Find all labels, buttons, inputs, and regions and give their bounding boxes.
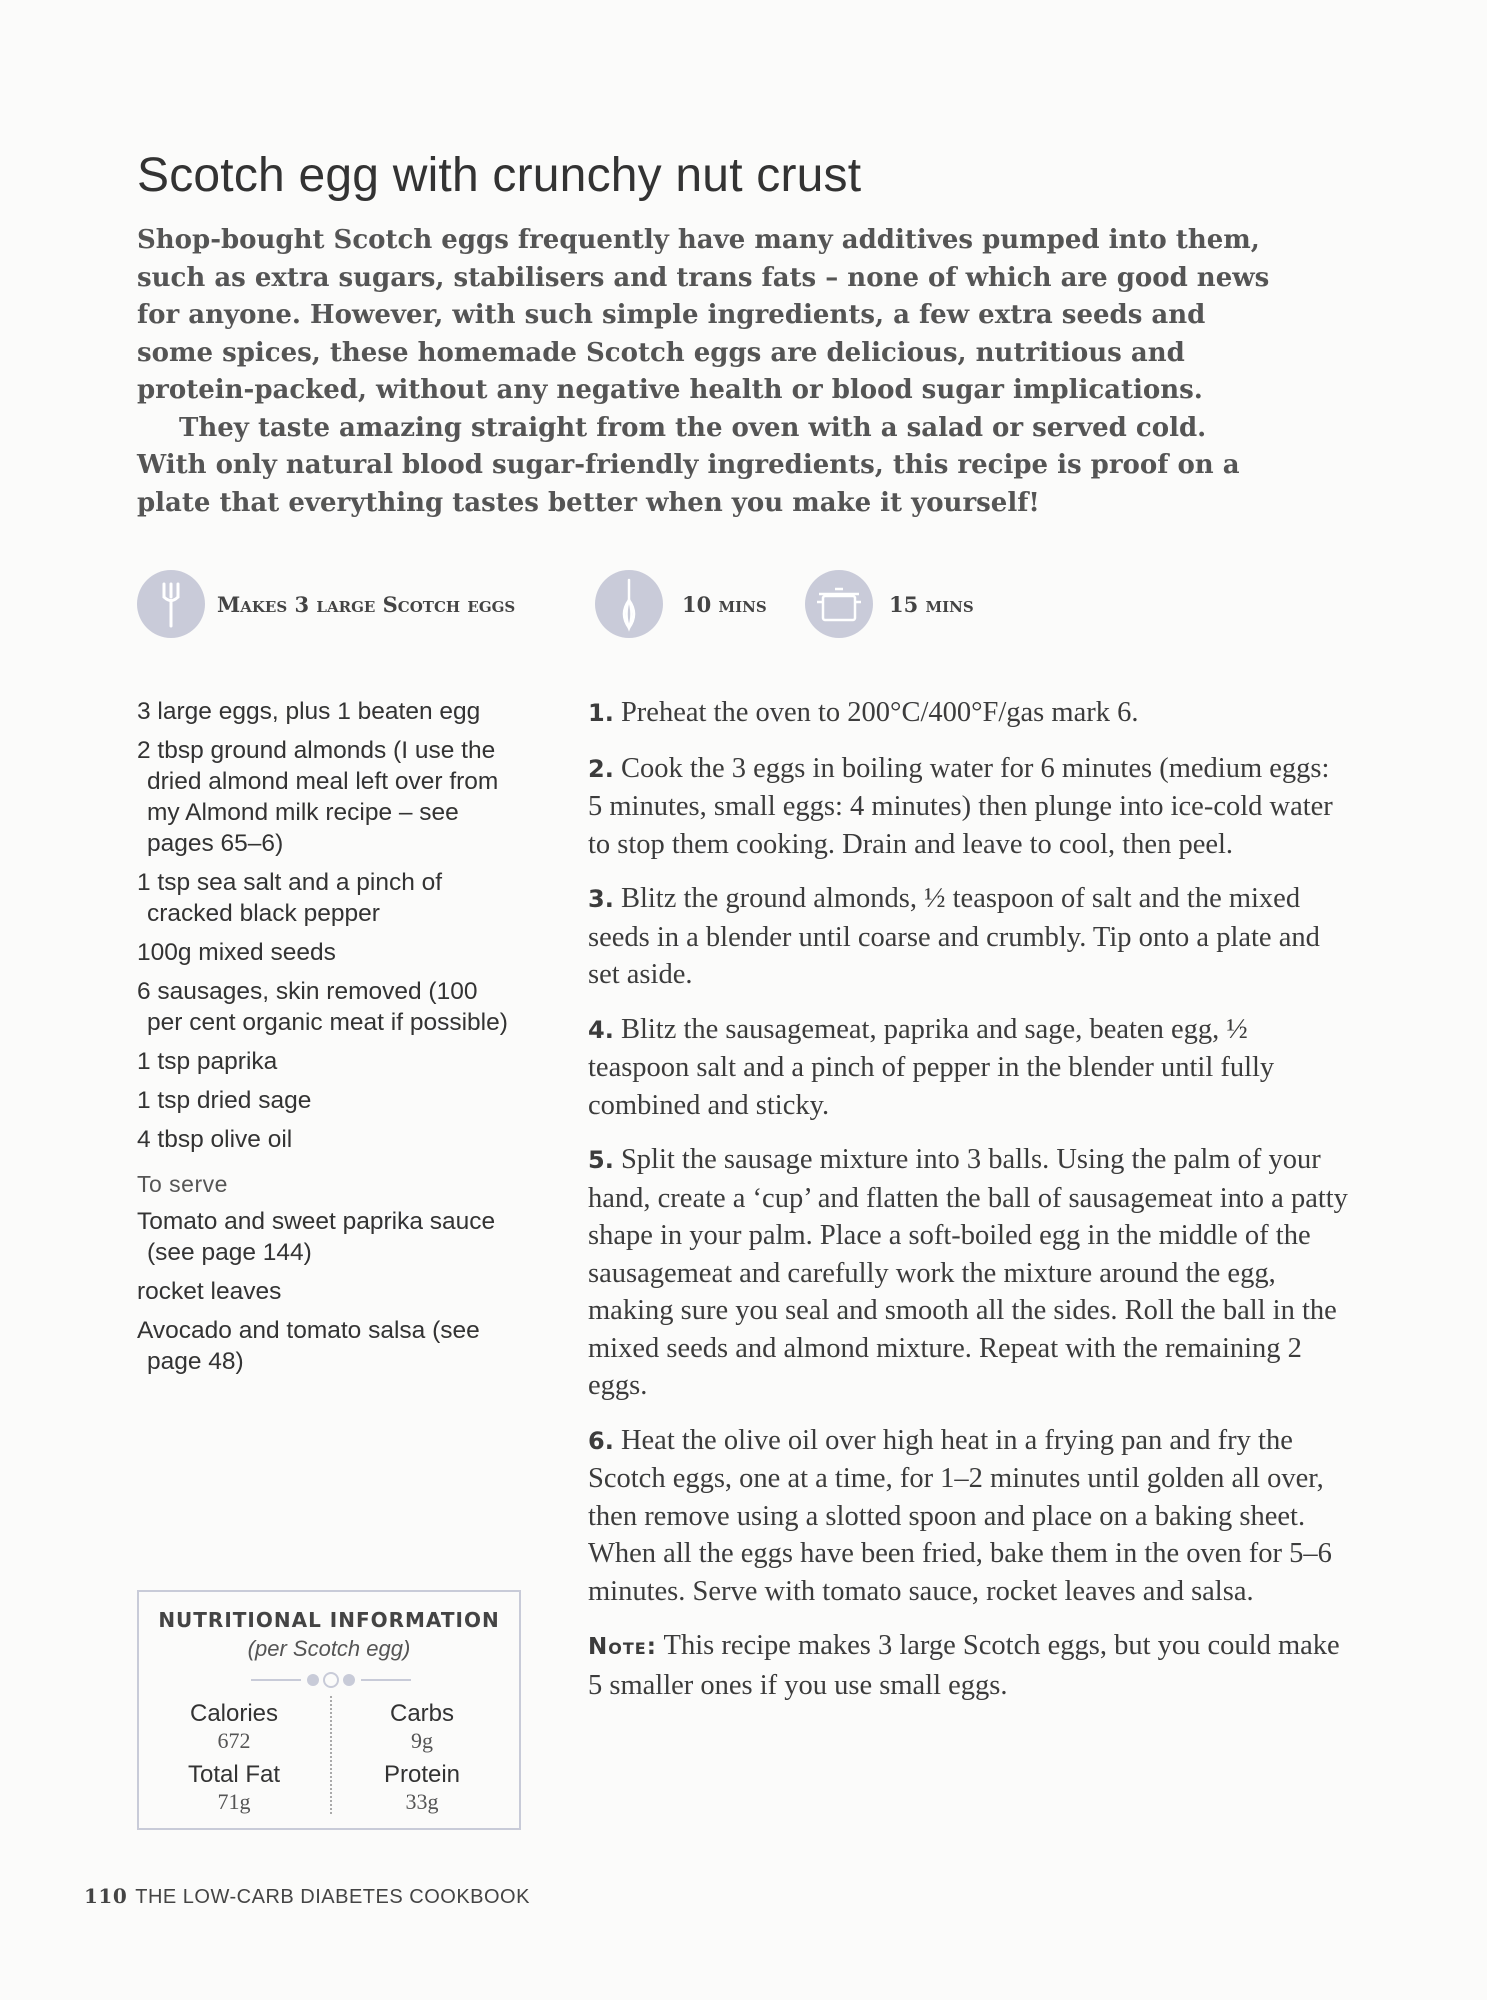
note-text: This recipe makes 3 large Scotch eggs, but you could make 5 smaller ones if you use small eggs. — [588, 1630, 1340, 1701]
intro-paragraph-2: They taste amazing straight from the oven with a salad or served cold. With only natural blood sugar-friendly ingredients, this recipe is proof on a plate that everything tastes better when you make it yourself! — [137, 412, 1240, 518]
recipe-title: Scotch egg with crunchy nut crust — [137, 149, 862, 202]
nutrition-subheading: (per Scotch egg) — [247, 1636, 411, 1661]
ingredients-list — [137, 696, 517, 1385]
nutrition-calories — [159, 1700, 309, 1754]
prep-time: 10 mins — [682, 592, 767, 617]
divider-ornament-icon — [251, 1670, 411, 1690]
nutrition-fat — [159, 1761, 309, 1815]
ingredient-item: 6 sausages, skin removed (100 per cent organic meat if possible) — [137, 978, 508, 1036]
step-text: Heat the olive oil over high heat in a frying pan and fry the Scotch eggs, one at a time, for 1–2 minutes until golden all over, then remove using a slotted spoon and place on a baking sheet. When all the eggs have been fried, bake them in the oven for 5–6 minutes. Serve with tomato sauce, rocket leaves and salsa. — [588, 1424, 1332, 1607]
method-step — [588, 694, 1348, 733]
ingredient-item: 4 tbsp olive oil — [137, 1126, 293, 1153]
method-step — [588, 1141, 1348, 1405]
recipe-note — [588, 1627, 1348, 1704]
cook-time: 15 mins — [889, 592, 974, 617]
nutrition-divider — [330, 1696, 332, 1814]
method-step — [588, 1011, 1348, 1125]
nutrition-protein — [347, 1761, 497, 1815]
pot-icon — [805, 570, 873, 638]
calories-value: 672 — [217, 1728, 251, 1753]
ingredient-item: 1 tsp dried sage — [137, 1087, 312, 1114]
step-number: 2. — [588, 754, 614, 783]
calories-label: Calories — [189, 1700, 279, 1727]
page-footer — [84, 1884, 530, 1909]
serve-item: Tomato and sweet paprika sauce (see page 144) — [137, 1208, 496, 1266]
makes-label: Makes 3 large Scotch eggs — [217, 592, 516, 617]
step-text: Cook the 3 eggs in boiling water for 6 minutes (medium eggs: 5 minutes, small eggs: 4 minutes) then plunge into ice-cold water to stop them cooking. Drain and leave to cool, then peel. — [588, 752, 1333, 860]
ingredient-item: 2 tbsp ground almonds (I use the dried almond meal left over from my Almond milk recipe – see pages 65–6) — [137, 737, 499, 857]
nutrition-carbs — [347, 1700, 497, 1754]
intro-paragraph-1: Shop-bought Scotch eggs frequently have many additives pumped into them, such as extra sugars, stabilisers and trans fats – none of which are good news for anyone. However, with such simple ingredients, a few extra seeds and some spices, these homemade Scotch eggs are delicious, nutritious and protein-packed, without any negative health or blood sugar implications. — [137, 225, 1270, 405]
step-number: 1. — [588, 699, 614, 727]
step-number: 5. — [588, 1146, 614, 1174]
ingredient-item: 1 tsp sea salt and a pinch of cracked black pepper — [137, 869, 443, 927]
fat-label: Total Fat — [187, 1761, 281, 1788]
note-label: Note: — [588, 1634, 657, 1660]
book-title: THE LOW-CARB DIABETES COOKBOOK — [135, 1886, 530, 1908]
serve-item: Avocado and tomato salsa (see page 48) — [137, 1317, 480, 1375]
method-steps — [588, 694, 1348, 1721]
ingredient-item: 3 large eggs, plus 1 beaten egg — [137, 698, 481, 725]
protein-label: Protein — [383, 1761, 461, 1788]
fork-icon — [137, 570, 205, 638]
whisk-icon — [595, 570, 663, 638]
ingredient-item: 100g mixed seeds — [137, 939, 336, 966]
protein-value: 33g — [405, 1789, 439, 1814]
method-step — [588, 880, 1348, 994]
step-text: Blitz the ground almonds, ½ teaspoon of salt and the mixed seeds in a blender until coarse and crumbly. Tip onto a plate and set aside. — [588, 883, 1320, 990]
method-step — [588, 750, 1348, 864]
fat-value: 71g — [217, 1789, 251, 1814]
step-text: Preheat the oven to 200°C/400°F/gas mark 6. — [620, 697, 1139, 728]
method-step — [588, 1422, 1348, 1611]
nutrition-box — [137, 1590, 521, 1830]
step-number: 4. — [588, 1015, 614, 1044]
carbs-label: Carbs — [389, 1700, 455, 1727]
step-text: Split the sausage mixture into 3 balls. Using the palm of your hand, create a ‘cup’ and flatten the ball of sausagemeat into a patty shape in your palm. Place a soft-boiled egg in the middle of the sausagemeat and carefully work the mixture around the egg, making sure you seal and smooth all the sides. Roll the ball in the mixed seeds and almond mixture. Repeat with the remaining 2 eggs. — [588, 1144, 1348, 1401]
serve-item: rocket leaves — [137, 1278, 282, 1305]
serve-heading: To serve — [137, 1171, 228, 1197]
step-text: Blitz the sausagemeat, paprika and sage, beaten egg, ½ teaspoon salt and a pinch of pepper in the blender until fully combined and sticky. — [588, 1013, 1275, 1121]
step-number: 6. — [588, 1426, 614, 1455]
nutrition-heading: NUTRITIONAL INFORMATION — [158, 1608, 500, 1632]
ingredient-item: 1 tsp paprika — [137, 1048, 278, 1075]
page-number: 110 — [84, 1884, 128, 1908]
recipe-intro — [137, 222, 1277, 522]
step-number: 3. — [588, 885, 614, 913]
carbs-value: 9g — [411, 1728, 433, 1753]
recipe-meta — [137, 570, 1037, 640]
